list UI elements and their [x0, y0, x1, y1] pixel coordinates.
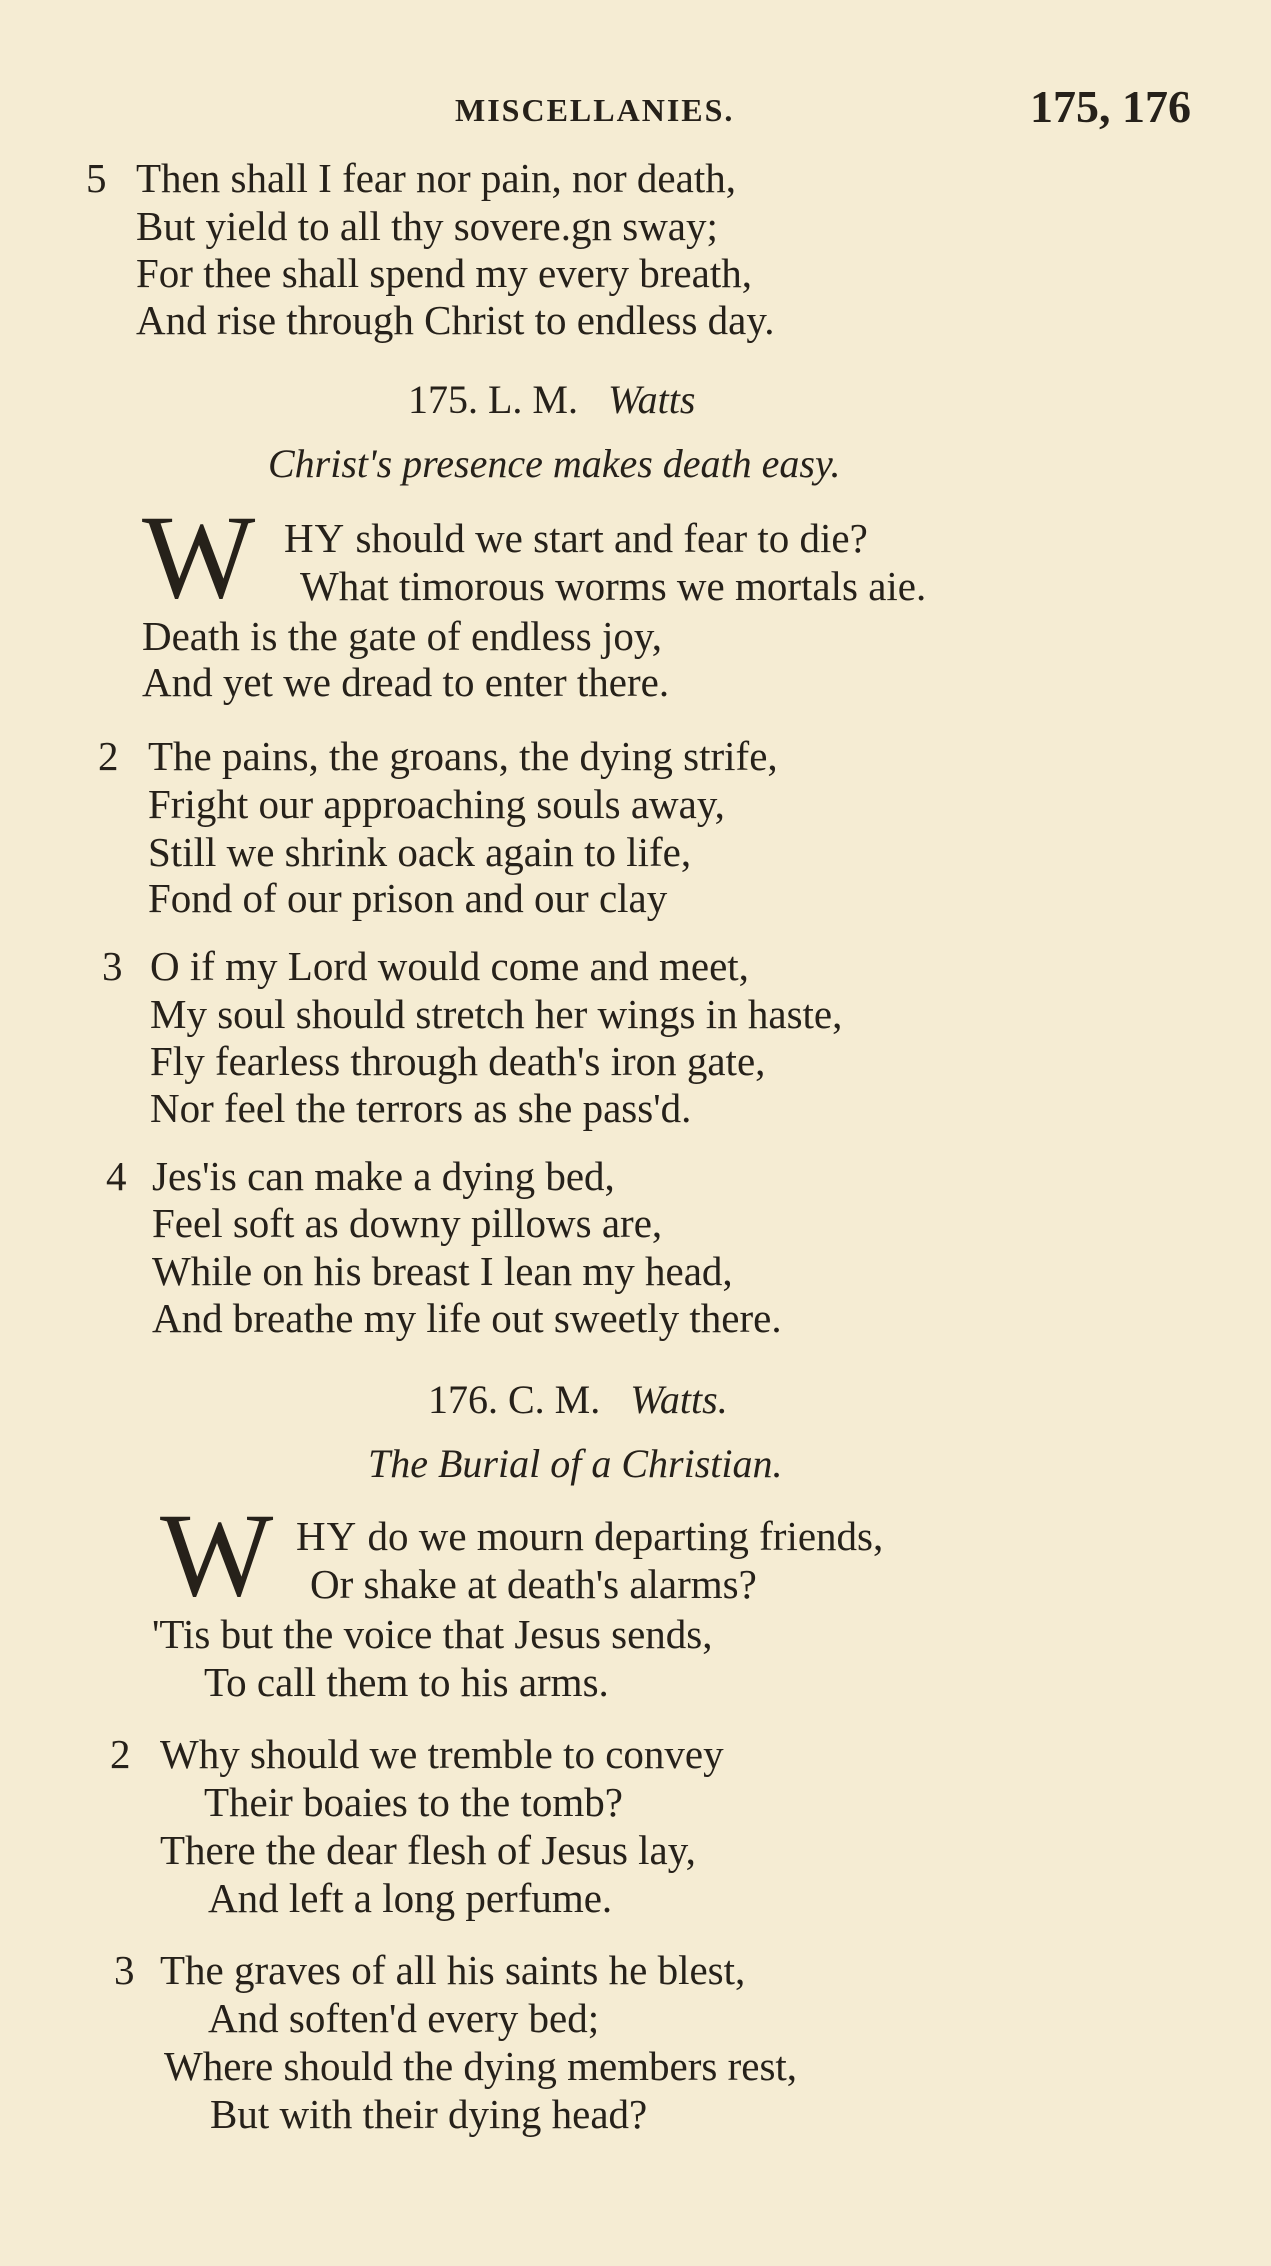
- drop-cap: W: [142, 490, 256, 623]
- hymn-heading: [428, 1376, 728, 1423]
- verse-line: But yield to all thy sovere.gn sway;: [136, 203, 718, 249]
- verse-line: Still we shrink oack again to life,: [148, 829, 692, 875]
- verse-line: Where should the dying members rest,: [164, 2043, 798, 2089]
- verse-line: But with their dying head?: [210, 2091, 648, 2137]
- verse-line: Or shake at death's alarms?: [310, 1561, 757, 1607]
- running-header-title: MISCELLANIES.: [455, 92, 735, 128]
- verse-line: Fond of our prison and our clay: [148, 875, 668, 921]
- verse-first-word: HY: [284, 515, 346, 561]
- verse-line: The pains, the groans, the dying strife,: [148, 733, 778, 779]
- verse-line: The graves of all his saints he blest,: [160, 1947, 746, 1993]
- hymn-author: Watts: [608, 377, 696, 422]
- hymn-subtitle: Christ's presence makes death easy.: [268, 441, 841, 486]
- verse-line: And yet we dread to enter there.: [142, 659, 670, 705]
- verse-line: My soul should stretch her wings in haste,: [150, 991, 843, 1037]
- verse-line: What timorous worms we mortals aie.: [300, 563, 927, 609]
- verse-line: Nor feel the terrors as she pass'd.: [150, 1085, 692, 1131]
- stanza-number: 5: [86, 155, 107, 201]
- verse-line: Feel soft as downy pillows are,: [152, 1200, 663, 1246]
- verse-line: Why should we tremble to convey: [160, 1731, 724, 1777]
- stanza-number: 2: [98, 733, 119, 779]
- verse-line: And soften'd every bed;: [208, 1995, 600, 2041]
- hymn-heading: [408, 376, 695, 423]
- verse-line: Fly fearless through death's iron gate,: [150, 1038, 766, 1084]
- verse-first-line-rest: should we start and fear to die?: [355, 515, 868, 561]
- verse-line: Their boaies to the tomb?: [204, 1779, 623, 1825]
- verse-line: There the dear flesh of Jesus lay,: [160, 1827, 696, 1873]
- verse-line: And left a long perfume.: [208, 1875, 613, 1921]
- running-header-page-numbers: 175, 176: [1030, 81, 1191, 132]
- stanza-number: 2: [110, 1731, 131, 1777]
- verse-line: And breathe my life out sweetly there.: [152, 1295, 782, 1341]
- verse-line: To call them to his arms.: [204, 1659, 609, 1705]
- verse-line: Then shall I fear nor pain, nor death,: [136, 155, 736, 201]
- hymn-number-meter: 176. C. M.: [428, 1377, 601, 1422]
- verse-line: Fright our approaching souls away,: [148, 781, 725, 827]
- verse-line: While on his breast I lean my head,: [152, 1248, 733, 1294]
- verse-line: Death is the gate of endless joy,: [142, 613, 662, 659]
- verse-line: O if my Lord would come and meet,: [150, 943, 749, 989]
- hymn-author: Watts.: [630, 1377, 728, 1422]
- verse-first-word: HY: [296, 1513, 358, 1559]
- stanza-number: 4: [106, 1153, 127, 1199]
- verse-line: For thee shall spend my every breath,: [136, 250, 752, 296]
- verse-first-line-rest: do we mourn departing friends,: [367, 1513, 884, 1559]
- hymn-subtitle: The Burial of a Christian.: [368, 1441, 783, 1486]
- stanza-number: 3: [102, 943, 123, 989]
- verse-line: [296, 1512, 883, 1560]
- verse-line: 'Tis but the voice that Jesus sends,: [152, 1611, 713, 1657]
- hymn-number-meter: 175. L. M.: [408, 377, 578, 422]
- drop-cap: W: [160, 1488, 274, 1621]
- verse-line: And rise through Christ to endless day.: [136, 297, 775, 343]
- verse-line: Jes'is can make a dying bed,: [152, 1153, 615, 1199]
- stanza-number: 3: [114, 1947, 135, 1993]
- verse-line: [284, 514, 868, 562]
